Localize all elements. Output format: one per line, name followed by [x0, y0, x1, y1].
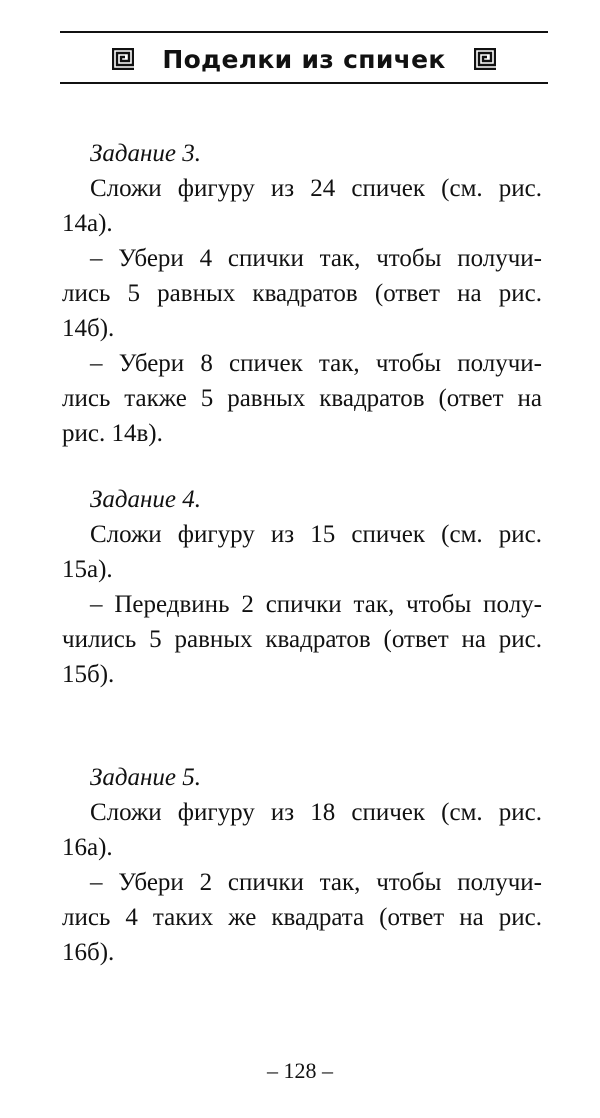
header-top-rule	[60, 31, 548, 33]
task-line: – Убери 4 спички так, чтобы получи-	[90, 245, 542, 272]
task-line: Сложи фигуру из 15 спичек (см. рис.	[90, 521, 542, 548]
task-line: – Убери 8 спичек так, чтобы получи-	[90, 350, 542, 377]
meander-icon	[474, 48, 496, 70]
task-line: 14б).	[62, 315, 115, 342]
task-line: 16а).	[62, 834, 113, 861]
task-5	[62, 760, 542, 970]
page-number: – 128 –	[267, 1058, 333, 1083]
task-line: Сложи фигуру из 18 спичек (см. рис.	[90, 799, 542, 826]
task-line: 15б).	[62, 661, 115, 688]
task-line: – Убери 2 спички так, чтобы получи-	[90, 869, 542, 896]
running-header	[60, 38, 548, 80]
task-line: 16б).	[62, 939, 115, 966]
header-title: Поделки из спичек	[162, 44, 446, 74]
task-title: Задание 3.	[90, 140, 202, 167]
task-line: 15а).	[62, 556, 113, 583]
task-4	[62, 482, 542, 692]
task-line: Сложи фигуру из 24 спичек (см. рис.	[90, 175, 542, 202]
task-line: лись также 5 равных квадратов (ответ на	[62, 385, 542, 412]
task-line: – Передвинь 2 спички так, чтобы полу-	[90, 591, 542, 618]
header-bottom-rule	[60, 82, 548, 84]
meander-icon	[112, 48, 134, 70]
task-title: Задание 5.	[90, 764, 202, 791]
task-line: рис. 14в).	[62, 420, 163, 447]
task-line: чились 5 равных квадратов (ответ на рис.	[62, 626, 542, 653]
task-title: Задание 4.	[90, 486, 202, 513]
task-line: лись 5 равных квадратов (ответ на рис.	[62, 280, 542, 307]
task-3	[62, 136, 542, 451]
task-line: лись 4 таких же квадрата (ответ на рис.	[62, 904, 542, 931]
task-line: 14а).	[62, 210, 113, 237]
